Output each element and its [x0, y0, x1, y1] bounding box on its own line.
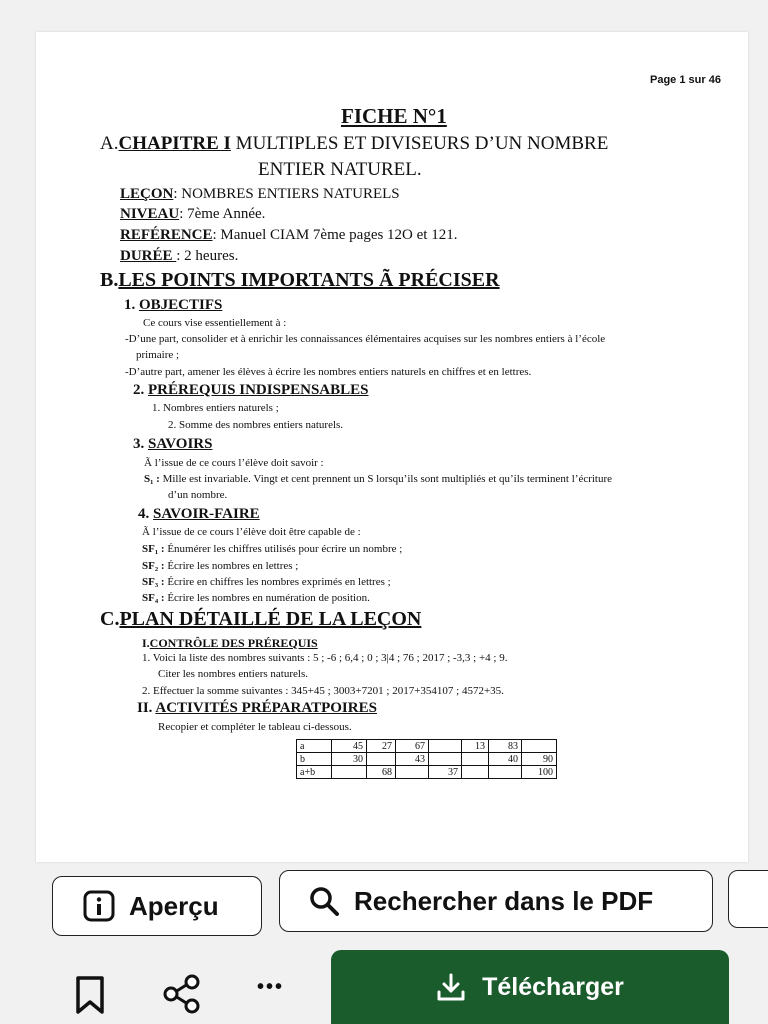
info-icon	[83, 890, 115, 922]
table-cell	[332, 766, 367, 779]
table-row-header: b	[297, 753, 332, 766]
apercu-button[interactable]	[52, 876, 262, 936]
search-icon	[308, 885, 340, 917]
table-cell	[489, 766, 522, 779]
search-pdf-label: Rechercher dans le PDF	[354, 885, 654, 916]
section-b-heading: B.LES POINTS IMPORTANTS Ã PRÉCISER	[100, 269, 500, 291]
savoir-faire-intro: Ã l’issue de ce cours l’élève doit être capable de :	[142, 526, 361, 538]
table-cell	[367, 753, 396, 766]
prerequis-heading: 2. PRÉREQUIS INDISPENSABLES	[133, 382, 369, 398]
question-1: 1. Voici la liste des nombres suivants : 5 ; -6 ; 6,4 ; 0 ; 3|4 ; 76 ; 2017 ; -3,3 ; +4 ; 9.	[142, 652, 508, 664]
table-cell: 30	[332, 753, 367, 766]
table-row	[297, 766, 557, 779]
niveau-line: NIVEAU: 7ème Année.	[120, 206, 266, 222]
savoir-s1: S₁ : Mille est invariable. Vingt et cent prennent un S lorsqu’ils sont multipliés et qu’ils terminent l’écriture	[144, 473, 613, 485]
activites-heading: II. ACTIVITÉS PRÉPARATPOIRES	[137, 700, 377, 716]
sf3: SF₃ : Écrire en chiffres les nombres exprimés en lettres ;	[142, 576, 391, 588]
section-a-heading: A.CHAPITRE I MULTIPLES ET DIVISEURS D’UN NOMBRE	[100, 133, 609, 154]
table-cell: 40	[489, 753, 522, 766]
sf4: SF₄ : Écrire les nombres en numération de position.	[142, 592, 370, 604]
table-row-header: a+b	[297, 766, 332, 779]
download-button[interactable]	[331, 950, 729, 1024]
prerequis-item-1: 1. Nombres entiers naturels ;	[152, 402, 279, 414]
bookmark-icon[interactable]	[74, 975, 106, 1015]
table-row	[297, 753, 557, 766]
table-cell	[462, 766, 489, 779]
more-icon[interactable]: •••	[257, 976, 285, 998]
page-indicator: Page 1 sur 46	[650, 74, 721, 86]
objectifs-line-1: -D’une part, consolider et à enrichir les connaissances élémentaires acquises sur les nombres entiers à l’école	[125, 333, 606, 345]
table-cell: 43	[396, 753, 429, 766]
table-cell	[429, 740, 462, 753]
sf2: SF₂ : Écrire les nombres en lettres ;	[142, 560, 299, 572]
table-cell: 67	[396, 740, 429, 753]
objectifs-intro: Ce cours vise essentiellement à :	[143, 317, 287, 329]
prerequis-item-2: 2. Somme des nombres entiers naturels.	[168, 419, 344, 431]
table-cell	[429, 753, 462, 766]
table-cell: 37	[429, 766, 462, 779]
reference-line: REFÉRENCE: Manuel CIAM 7ème pages 12O et 121.	[120, 227, 458, 243]
table-row	[297, 740, 557, 753]
activites-intro: Recopier et compléter le tableau ci-dessous.	[158, 721, 352, 733]
savoirs-heading: 3. SAVOIRS	[133, 436, 213, 452]
lecon-line: LEÇON: NOMBRES ENTIERS NATURELS	[120, 186, 400, 202]
table-cell	[522, 740, 557, 753]
pdf-page	[36, 32, 748, 862]
savoir-faire-heading: 4. SAVOIR-FAIRE	[138, 506, 260, 522]
table-cell: 90	[522, 753, 557, 766]
download-label: Télécharger	[482, 972, 624, 1001]
activity-table	[296, 739, 557, 779]
table-cell: 100	[522, 766, 557, 779]
table-cell	[462, 753, 489, 766]
search-pdf-button[interactable]	[279, 870, 713, 932]
duree-line: DURÉE : 2 heures.	[120, 248, 239, 264]
section-a-heading-line2: ENTIER NATUREL.	[258, 159, 422, 180]
next-action-button[interactable]	[728, 870, 768, 928]
share-icon[interactable]	[161, 973, 203, 1015]
download-icon	[436, 972, 466, 1002]
question-1b: Citer les nombres entiers naturels.	[158, 668, 308, 680]
section-c-heading: C.PLAN DÉTAILLÉ DE LA LEÇON	[100, 608, 422, 630]
table-cell	[396, 766, 429, 779]
fiche-title: FICHE N°1	[341, 104, 447, 128]
table-cell: 27	[367, 740, 396, 753]
objectifs-line-2: -D’autre part, amener les élèves à écrire les nombres entiers naturels en chiffres et en lettres.	[125, 366, 532, 378]
table-row-header: a	[297, 740, 332, 753]
objectifs-heading: 1. OBJECTIFS	[124, 297, 223, 313]
question-2: 2. Effectuer la somme suivantes : 345+45 ; 3003+7201 ; 2017+354107 ; 4572+35.	[142, 685, 504, 697]
sf1: SF₁ : Énumérer les chiffres utilisés pour écrire un nombre ;	[142, 543, 403, 555]
table-cell: 83	[489, 740, 522, 753]
table-cell: 68	[367, 766, 396, 779]
savoirs-intro: Ã l’issue de ce cours l’élève doit savoir :	[144, 457, 324, 469]
controle-heading: I.CONTRÔLE DES PRÉREQUIS	[142, 636, 318, 650]
apercu-label: Aperçu	[129, 890, 219, 921]
objectifs-line-1b: primaire ;	[136, 349, 180, 361]
savoir-s1-cont: d’un nombre.	[168, 489, 228, 501]
table-cell: 45	[332, 740, 367, 753]
table-cell: 13	[462, 740, 489, 753]
